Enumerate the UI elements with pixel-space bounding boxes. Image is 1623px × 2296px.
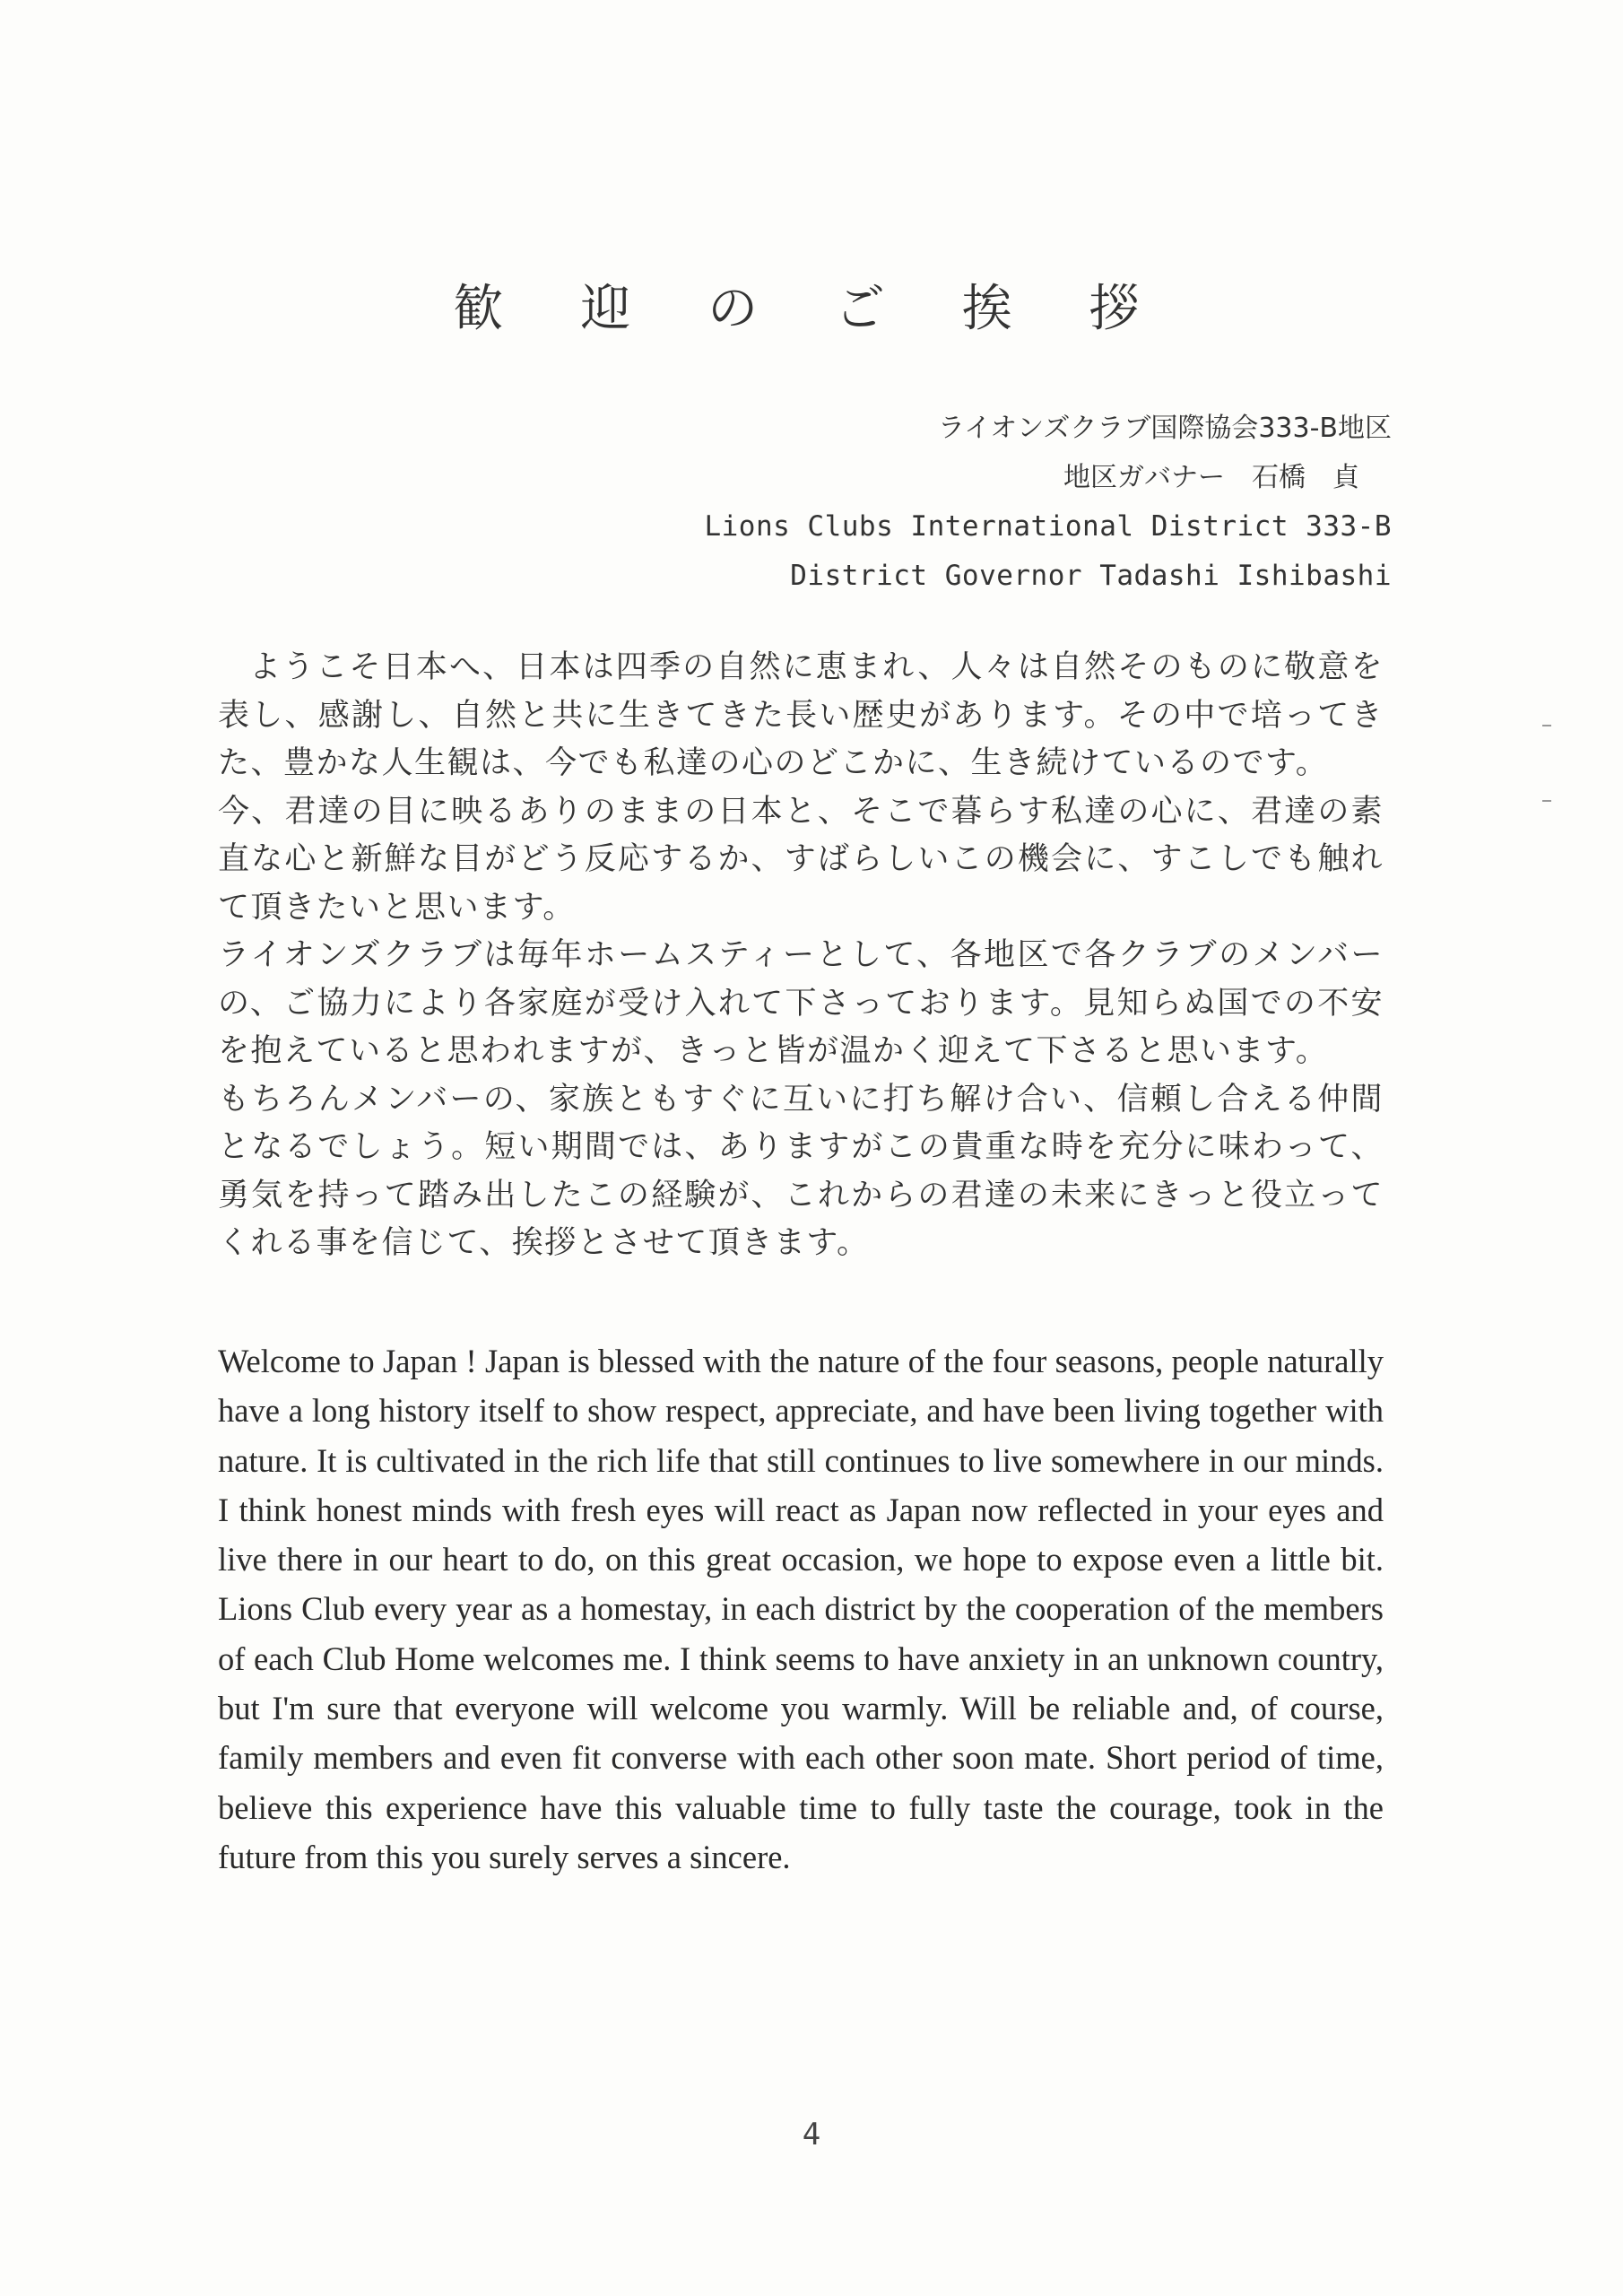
governor-name-ja: 地区ガバナー 石橋 貞 bbox=[1063, 462, 1359, 493]
scan-mark bbox=[1542, 800, 1551, 802]
paragraph-ja-1: ようこそ日本へ、日本は四季の自然に恵まれ、人々は自然そのものに敬意を表し、感謝し、自然と共に生きてきた長い歴史があります。その中で培ってきた、豊かな人生観は、今でも私達の心のどこかに、生き続けているのです。 bbox=[218, 649, 1384, 781]
scan-mark bbox=[1542, 725, 1551, 726]
byline bbox=[704, 404, 1392, 601]
page-number: 4 bbox=[802, 2117, 821, 2152]
page-title: 歓 迎 の ご 挨 拶 bbox=[453, 280, 1170, 338]
english-message: Welcome to Japan ! Japan is blessed with the nature of the four seasons, people naturally have a long history itself to show respect, appreciate, and have been living together with nature. It is cultivated in the rich life that still continues to live somewhere in our minds. I think honest minds with fresh eyes will react as Japan now reflected in your eyes and live there in our heart to do, on this great occasion, we hope to expose even a little bit. Lions Club every year as a homestay, in each district by the cooperation of the members of each Club Home welcomes me. I think seems to have anxiety in an unknown country, but I'm sure that everyone will welcome you warmly. Will be reliable and, of course, family members and even fit converse with each other soon mate. Short period of time, believe this experience have this valuable time to fully taste the courage, took in the future from this you surely serves a sincere. bbox=[218, 1343, 1384, 1875]
japanese-message bbox=[218, 644, 1384, 1268]
organization-name-en: Lions Clubs International District 333-B bbox=[704, 510, 1392, 543]
paragraph-ja-2: 今、君達の目に映るありのままの日本と、そこで暮らす私達の心に、君達の素直な心と新鮮な目がどう反応するか、すばらしいこの機会に、すこしでも触れて頂きたいと思います。 bbox=[218, 793, 1384, 926]
governor-name-en: District Governor Tadashi Ishibashi bbox=[790, 560, 1392, 592]
organization-name-ja: ライオンズクラブ国際協会333-B地区 bbox=[938, 413, 1392, 444]
paragraph-ja-4: もちろんメンバーの、家族ともすぐに互いに打ち解け合い、信頼し合える仲間となるでしょう。短い期間では、ありますがこの貴重な時を充分に味わって、勇気を持って踏み出したこの経験が、これからの君達の未来にきっと役立ってくれる事を信じて、挨拶とさせて頂きます。 bbox=[218, 1081, 1384, 1261]
paragraph-ja-3: ライオンズクラブは毎年ホームスティーとして、各地区で各クラブのメンバーの、ご協力により各家庭が受け入れて下さっております。見知らぬ国での不安を抱えていると思われますが、きっと皆が温かく迎えて下さると思います。 bbox=[218, 937, 1384, 1069]
